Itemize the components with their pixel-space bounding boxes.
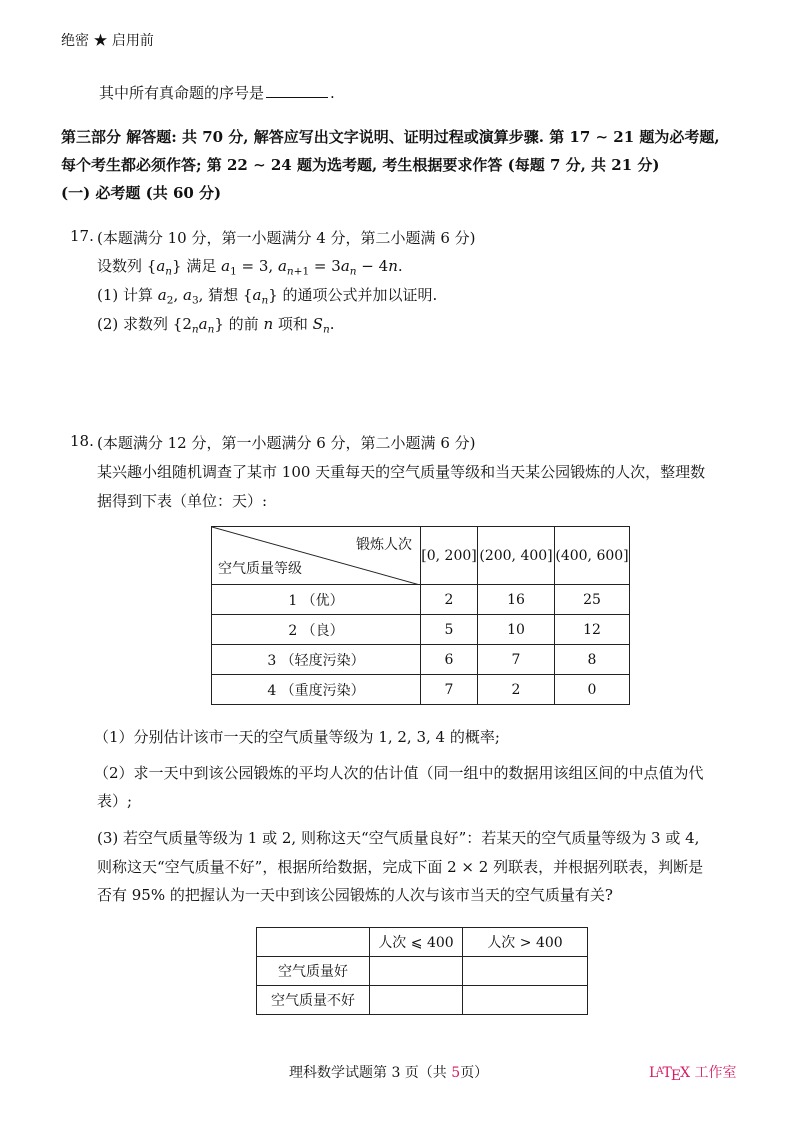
table-cell: 2 <box>421 585 478 615</box>
prev-question-period: . <box>330 84 335 102</box>
prev-question-text: 其中所有真命题的序号是 <box>99 84 265 102</box>
brand-letter: E <box>670 1068 682 1084</box>
table-row <box>212 675 630 705</box>
q18-score: (本题满分 12 分，第一小题满分 6 分，第二小题满 6 分) <box>97 434 476 452</box>
q18-number: 18. <box>70 432 94 450</box>
row-label: 2 （良） <box>212 615 421 645</box>
latex-studio-brand <box>649 1062 737 1082</box>
table-row <box>257 928 588 957</box>
corner-top-label: 锻炼人次 <box>356 537 412 553</box>
row-label: 3 （轻度污染） <box>212 645 421 675</box>
q17-part2-text3: 项和 <box>273 315 313 333</box>
contingency-table <box>256 927 588 1015</box>
prev-question-end <box>99 82 335 103</box>
table-header: 人次 ⩽ 400 <box>370 928 463 957</box>
table-cell: 0 <box>555 675 630 705</box>
q18-part2-line2: 表）; <box>97 792 133 810</box>
brand-letter: T <box>662 1065 672 1081</box>
q18-part3-line1: (3) 若空气质量等级为 1 或 2, 则称这天“空气质量良好”：若某天的空气质量等级为 3 或 4, <box>97 829 700 847</box>
table-cell: 12 <box>555 615 630 645</box>
confidential-header: 绝密 ★ 启用前 <box>61 33 154 49</box>
table-cell: 2 <box>478 675 555 705</box>
q18-stem-line2: 据得到下表（单位：天）: <box>97 492 268 510</box>
q18-part3-line3: 否有 95% 的把握认为一天中到该公园锻炼的人次与该市当天的空气质量有关? <box>97 886 613 904</box>
page-text-pre: 理科数学试题第 3 页（共 <box>289 1065 452 1081</box>
table-cell[interactable] <box>370 957 463 986</box>
row-label: 空气质量不好 <box>257 986 370 1015</box>
table-row <box>212 645 630 675</box>
q17-stem-end: . <box>397 257 403 275</box>
q17-part1: (1) 计算 $a_2$, $a_3$, 猜想 $\{a_n\}$ 的通项公式并加以证明. <box>97 286 438 307</box>
corner-bottom-label: 空气质量等级 <box>218 561 302 577</box>
q17-part1-text1: (1) 计算 <box>97 286 158 304</box>
table-row <box>212 615 630 645</box>
q17-stem-eq1: = 3, <box>236 257 278 275</box>
row-label: 空气质量好 <box>257 957 370 986</box>
table-cell: 10 <box>478 615 555 645</box>
table-corner-cell <box>212 527 421 585</box>
table-cell[interactable] <box>463 986 588 1015</box>
row-label: 4 （重度污染） <box>212 675 421 705</box>
q17-part1-text2: , 猜想 { <box>198 286 253 304</box>
table-row <box>257 957 588 986</box>
q17-stem: 设数列 $\{a_n\}$ 满足 $a_1 = 3$, $a_{n+1} = 3a_n - 4n$. <box>97 257 403 278</box>
q18-stem-line1: 某兴趣小组随机调查了某市 100 天重每天的空气质量等级和当天某公园锻炼的人次，整理数 <box>97 463 706 481</box>
brand-letter: A <box>656 1066 664 1077</box>
q18-part2-line1: （2）求一天中到该公园锻炼的平均人次的估计值（同一组中的数据用该组区间的中点值为代 <box>94 764 704 782</box>
q17-part2-text2: } 的前 <box>214 315 264 333</box>
table-header: (200, 400] <box>478 527 555 585</box>
table-cell[interactable] <box>370 986 463 1015</box>
table-cell: 7 <box>478 645 555 675</box>
q17-part2: (2) 求数列 $\{2_na_n\}$ 的前 n 项和 $S_n$. <box>97 315 335 336</box>
table-header: [0, 200] <box>421 527 478 585</box>
table-cell[interactable] <box>463 957 588 986</box>
answer-blank <box>266 85 328 98</box>
section1-heading: (一) 必考题 (共 60 分) <box>61 184 222 202</box>
page-text-post: 页） <box>460 1065 489 1081</box>
part3-line1: 第三部分 解答题: 共 70 分, 解答应写出文字说明、证明过程或演算步骤. 第 17 ∼ 21 题为必考题, <box>61 128 720 146</box>
brand-letter: X <box>680 1065 691 1081</box>
total-pages-link[interactable]: 5 <box>451 1065 461 1081</box>
q17-stem-eq2: = 3 <box>309 257 341 275</box>
brand-letter: L <box>649 1065 659 1081</box>
q17-number: 17. <box>70 227 94 245</box>
q17-stem-text1: 设数列 { <box>97 257 157 275</box>
part3-line2: 每个考生都必须作答; 第 22 ∼ 24 题为选考题, 考生根据要求作答 (每题 7 分, 共 21 分) <box>61 156 660 174</box>
table-row <box>257 986 588 1015</box>
q17-stem-eq3: − 4 <box>356 257 389 275</box>
q17-stem-n: n <box>388 257 398 275</box>
table-cell: 8 <box>555 645 630 675</box>
table-header: 人次 > 400 <box>463 928 588 957</box>
table-row <box>212 585 630 615</box>
row-label: 1 （优） <box>212 585 421 615</box>
table-header: (400, 600] <box>555 527 630 585</box>
q17-score: (本题满分 10 分，第一小题满分 4 分，第二小题满 6 分) <box>97 229 476 247</box>
table-cell: 5 <box>421 615 478 645</box>
q17-part2-text1: (2) 求数列 {2 <box>97 315 192 333</box>
air-quality-table <box>211 526 630 705</box>
page-footer <box>289 1062 488 1082</box>
q18-part1: （1）分别估计该市一天的空气质量等级为 1, 2, 3, 4 的概率; <box>94 728 500 746</box>
table-cell: 7 <box>421 675 478 705</box>
q18-part3-line2: 则称这天“空气质量不好”，根据所给数据，完成下面 2 × 2 列联表，并根据列联表，判断是 <box>97 858 704 876</box>
table-cell: 6 <box>421 645 478 675</box>
q17-stem-text2: } 满足 <box>172 257 222 275</box>
table-cell: 25 <box>555 585 630 615</box>
q17-part1-text3: } 的通项公式并加以证明. <box>268 286 438 304</box>
q17-part2-end: . <box>329 315 335 333</box>
brand-studio: 工作室 <box>690 1065 737 1081</box>
table-header <box>257 928 370 957</box>
table-cell: 16 <box>478 585 555 615</box>
